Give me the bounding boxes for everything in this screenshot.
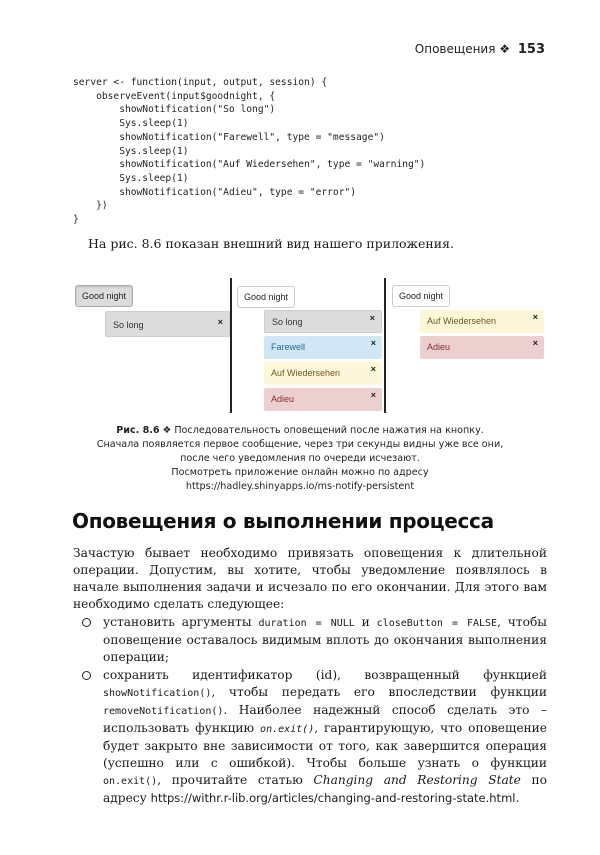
list-item: [73, 614, 547, 666]
text: , чтобы передать его впоследствии функции: [211, 685, 547, 699]
bullet-list: [73, 614, 547, 808]
inline-code: duration = NULL: [258, 618, 355, 629]
ornament-icon: ❖: [162, 425, 172, 436]
notification-default: [105, 311, 230, 337]
text: , чтобы оповещение оставалось видимым вплоть до окончания выполнения операции;: [103, 615, 547, 664]
caption-line: Последовательность оповещений после нажатия на кнопку.: [174, 425, 484, 436]
close-icon[interactable]: ×: [217, 317, 223, 327]
inline-code: on.exit(): [103, 776, 158, 787]
figure-panel-1: [72, 278, 230, 413]
good-night-button[interactable]: Good night: [75, 285, 133, 307]
figure-panel-3: [386, 278, 546, 413]
notification-text: Adieu: [271, 394, 295, 404]
intro-text: На рис. 8.6 показан внешний вид нашего приложения.: [88, 236, 454, 251]
figure-8-6: [72, 278, 546, 413]
notification-warning: [420, 310, 544, 333]
notification-default: [264, 310, 382, 333]
text: установить аргументы: [103, 615, 259, 629]
text: по адресу: [103, 773, 547, 805]
close-icon[interactable]: ×: [532, 338, 538, 348]
notification-text: So long: [113, 320, 144, 330]
figure-caption: [60, 424, 540, 494]
bullet-icon: [82, 671, 91, 680]
notification-text: Auf Wiedersehen: [271, 368, 341, 378]
section-name: Оповещения: [414, 42, 496, 56]
inline-code: on.exit(): [260, 724, 315, 735]
bullet-icon: [82, 618, 91, 627]
notification-warning: [264, 362, 382, 385]
article-url[interactable]: https://withr.r-lib.org/articles/changing-and-restoring-state.html: [150, 791, 516, 805]
close-icon[interactable]: ×: [370, 390, 376, 400]
body-paragraph: Зачастую бывает необходимо привязать оповещения к длительной операции. Допустим, вы хотите, чтобы уведомление появлялось в начале выполнения задачи и исчезало по его окончании. Для этого вам необходимо сделать следующее:: [73, 546, 547, 611]
code-listing: server <- function(input, output, session) { observeEvent(input$goodnight, { showNotification("So long") Sys.sleep(1) showNotification("Farewell", type = "message") Sys.sleep(1) showNotification("Auf Wiedersehen", type = "warning") Sys.sleep(1) showNotification("Adieu", type = "error") }) }: [73, 77, 426, 226]
figure-label: Рис. 8.6: [116, 425, 160, 436]
caption-line: после чего уведомления по очереди исчезают.: [180, 453, 420, 464]
notification-text: So long: [272, 317, 303, 327]
caption-line: Посмотреть приложение онлайн можно по адресу: [171, 467, 429, 478]
notification-text: Farewell: [271, 342, 306, 352]
text: сохранить идентификатор (id), возвращенный функцией: [103, 668, 547, 682]
text: .: [515, 791, 520, 805]
section-title: Оповещения о выполнении процесса: [72, 509, 494, 533]
list-item: [73, 667, 547, 807]
notification-error: [264, 388, 382, 411]
inline-code: closeButton = FALSE: [376, 618, 498, 629]
ornament-icon: ❖: [499, 42, 511, 56]
close-icon[interactable]: ×: [369, 313, 375, 323]
close-icon[interactable]: ×: [532, 312, 538, 322]
article-title: Changing and Restoring State: [313, 773, 521, 787]
caption-line: Сначала появляется первое сообщение, через три секунды видны уже все они,: [96, 439, 504, 450]
notification-text: Adieu: [427, 342, 451, 352]
text: , гарантирующую, что оповещение будет закрыто вне зависимости от того, как завершится операция (успешно или с ошибкой). Чтобы больше узнать о функции: [103, 721, 547, 770]
notification-message: [264, 336, 382, 359]
page-number: 153: [517, 42, 545, 57]
running-header: [415, 42, 545, 57]
caption-url[interactable]: https://hadley.shinyapps.io/ms-notify-persistent: [185, 481, 415, 492]
text: и: [354, 615, 377, 629]
inline-code: showNotification(): [103, 688, 212, 699]
text: , прочитайте статью: [157, 773, 314, 787]
figure-panel-2: [232, 278, 384, 413]
notification-text: Auf Wiedersehen: [427, 316, 497, 326]
good-night-button[interactable]: Good night: [392, 285, 450, 307]
good-night-button[interactable]: Good night: [237, 286, 295, 308]
close-icon[interactable]: ×: [370, 338, 376, 348]
text: . Наиболее надежный способ сделать это – использовать функцию: [103, 703, 547, 735]
notification-error: [420, 336, 544, 359]
inline-code: removeNotification(): [103, 706, 224, 717]
close-icon[interactable]: ×: [370, 364, 376, 374]
